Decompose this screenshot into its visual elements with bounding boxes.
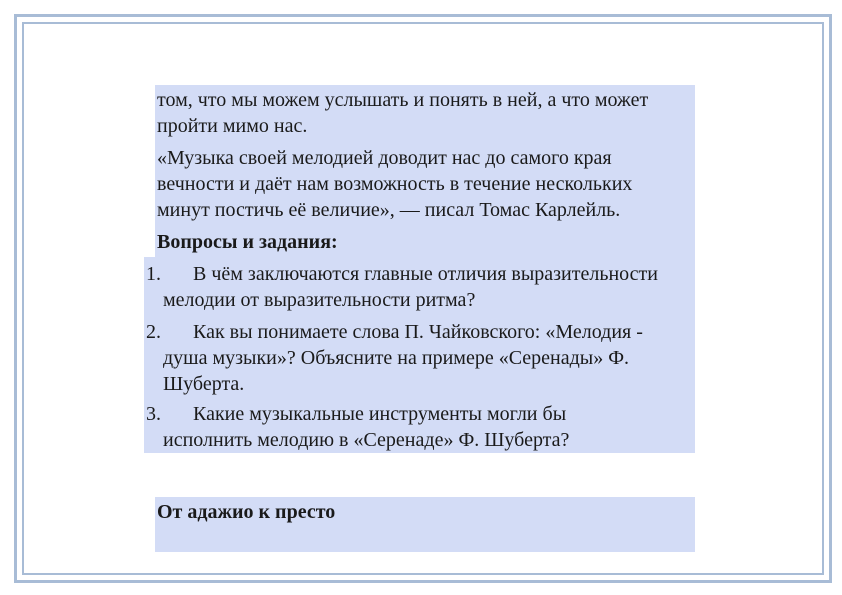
paragraph-line: том, что мы можем услышать и понять в ней, а что может	[157, 89, 649, 111]
question-line: Какие музыкальные инструменты могли бы	[193, 403, 567, 425]
question-line: исполнить мелодию в «Серенаде» Ф. Шуберта?	[163, 429, 570, 451]
section-title: От адажио к престо	[157, 501, 336, 523]
quote-line: «Музыка своей мелодией доводит нас до самого края	[157, 147, 612, 169]
question-line: Как вы понимаете слова П. Чайковского: «Мелодия -	[193, 321, 643, 343]
question-line: В чём заключаются главные отличия выразительности	[193, 263, 658, 285]
question-line: Шуберта.	[163, 373, 245, 395]
quote-line: минут постичь её величие», — писал Томас Карлейль.	[157, 199, 621, 221]
questions-heading: Вопросы и задания:	[157, 231, 338, 253]
question-number: 3.	[146, 403, 161, 425]
quote-line: вечности и даёт нам возможность в течение нескольких	[157, 173, 633, 195]
paragraph-line: пройти мимо нас.	[157, 115, 308, 137]
question-number: 1.	[146, 263, 161, 285]
question-line: душа музыки»? Объясните на примере «Серенады» Ф.	[163, 347, 630, 369]
question-line: мелодии от выразительности ритма?	[163, 289, 476, 311]
question-number: 2.	[146, 321, 161, 343]
